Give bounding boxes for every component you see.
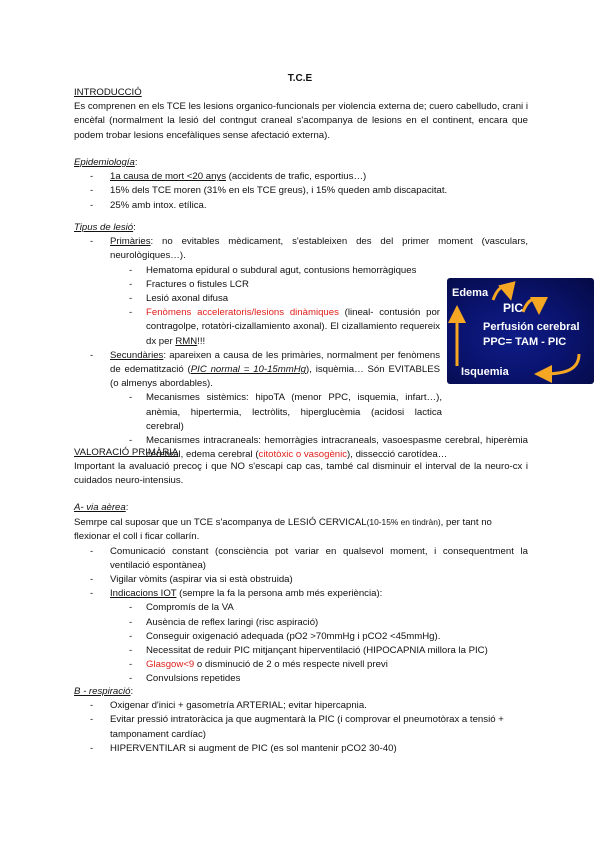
list-item: - Glasgow<9 o disminució de 2 o més respecte nivell previ [74, 658, 528, 672]
breathing-section: B - respiració: - Oxigenar d'inici + gasometría ARTERIAL; evitar hipercapnia. - Evitar pressió intratoràcica ja que augmentarà la PIC (i comprovar el pneumotòrax a tensió + tamponament cardíac) - HIPERVENTILAR si augment de PIC (es sol mantenir pCO2 30-40) [74, 685, 528, 756]
list-item: - Convulsions repetides [74, 672, 528, 686]
list-item: - Oxigenar d'inici + gasometría ARTERIAL; evitar hipercapnia. [74, 699, 528, 713]
curve-arrow [493, 287, 509, 300]
lesion-types-section: Tipus de lesió: - Primàries: no evitables mèdicament, s'estableixen des del primer moment (vasculars, neurològiques…). - Hematoma epidural o subdural agut, contusions hemorràgiques - Fractures o fistules LCR - Lesió axonal difusa - Fenòmens acceleratoris/lesions dinàmiques (lineal- contusión por contragolpe, rotatòri-cizallamiento axonal). El cizallamiento requereix dx per RMN!!! - Secundàries: apareixen a causa de les primàries, normalment per fenòmens de edematització (PIC normal = 10-15mmHg), isquèmia… Són EVITABLES (o almenys abordables). - Mecanismes sistèmics: hipoTA (menor PPC, isquemia, infart…), anèmia, hipertermia, lectròlits, hiperglucèmia (acidosi lactica cerebral) - Mecanismes intracraneals: hemorràgies intracraneals, vasoespasme cerebral, hiperèmia cerebral, edema cerebral (citotòxic o vasogènic), dissecció carotídea… [74, 221, 528, 462]
list-item: - Comunicació constant (consciència pot variar en qualsevol moment, i consequentment la ventilació espontànea) [74, 545, 528, 573]
primary-assessment-heading: VALORACIÓ PRIMÀRIA [74, 447, 179, 458]
curve-arrow [523, 299, 539, 312]
lesion-types-heading: Tipus de lesió [74, 222, 134, 233]
airway-section: A- via aèrea: Semrpe cal suposar que un TCE s'acompanya de LESIÓ CERVICAL(10-15% en tindràn), per tant no flexionar el coll i ficar collarín. - Comunicació constant (consciència pot variar en qualsevol moment, i consequentment la ventilació espontànea) - Vigilar vòmits (aspirar via si està obstruida) - Indicacions IOT (sempre la fa la persona amb més experiència): - Compromís de la VA - Ausència de reflex laringi (risc aspiració) - Conseguir oxigenació adequada (pO2 >70mmHg i pCO2 <45mmHg). - Necessitat de reduir PIC mitjançant hiperventilació (HIPOCAPNIA millora la PIC) - Glasgow<9 o disminució de 2 o més respecte nivell previ - Convulsions repetides [74, 501, 528, 687]
list-item: - Mecanismes intracraneals: hemorràgies intracraneals, vasoespasme cerebral, hiperèmia cerebral, edema cerebral (citotòxic o vasogènic), dissecció carotídea… [74, 434, 528, 462]
list-item: - Conseguir oxigenació adequada (pO2 >70mmHg i pCO2 <45mmHg). [74, 630, 528, 644]
figure-label-perfusion: Perfusión cerebral [483, 321, 580, 333]
list-item: - Ausència de reflex laringi (risc aspiració) [74, 616, 528, 630]
intro-section [74, 86, 528, 143]
epidemiology-heading: Epidemiología [74, 157, 135, 168]
epidemiology-section: Epidemiología: - 1a causa de mort <20 anys (accidents de trafic, esportius…) - 15% dels TCE moren (31% en els TCE greus), i 15% queden amb discapacitat. - 25% amb intox. etílica. [74, 156, 528, 213]
list-item: - Compromís de la VA [74, 601, 528, 615]
list-item: - 15% dels TCE moren (31% en els TCE greus), i 15% queden amb discapacitat. [74, 184, 528, 198]
list-item: - Lesió axonal difusa [74, 292, 528, 306]
pic-cycle-figure [447, 278, 594, 384]
figure-label-pic: PIC [503, 301, 524, 315]
iot-item: - Indicacions IOT (sempre la fa la persona amb més experiència): [74, 587, 528, 601]
secondaries-item: - Secundàries: apareixen a causa de les primàries, normalment per fenòmens de edematització (PIC normal = 10-15mmHg), isquèmia… Són EVITABLES (o almenys abordables). [74, 349, 440, 392]
airway-text: Semrpe cal suposar que un TCE s'acompanya de LESIÓ CERVICAL(10-15% en tindràn), per tant no flexionar el coll i ficar collarín. [74, 517, 492, 543]
list-item: - Fenòmens acceleratoris/lesions dinàmiques (lineal- contusión por contragolpe, rotatòri-cizallamiento axonal). El cizallamiento requereix dx per RMN!!! [74, 306, 440, 349]
primaries-item: - Primàries: no evitables mèdicament, s'estableixen des del primer moment (vasculars, neurològiques…). [74, 235, 528, 263]
list-item: - Fractures o fistules LCR [74, 278, 528, 292]
figure-label-isquemia: Isquemia [461, 366, 509, 378]
intro-heading: INTRODUCCIÓ [74, 87, 142, 98]
intro-text: Es comprenen en els TCE les lesions organico-funcionals per violencia externa de; cuero cabelludo, crani i encèfal (normalment la lesió del contngut craneal s'acompanya de lesions en el continent, encara que podem trobar lesions encefàliques sense afectació externa). [74, 101, 528, 141]
list-item: - Mecanismes sistèmics: hipoTA (menor PPC, isquemia, infart…), anèmia, hipertermia, lectròlits, hiperglucèmia (acidosi lactica cerebral) [74, 391, 442, 434]
list-item: - Hematoma epidural o subdural agut, contusions hemorràgiques [74, 264, 528, 278]
list-item: - 25% amb intox. etílica. [74, 199, 528, 213]
breathing-heading: B - respiració [74, 686, 131, 697]
primary-assessment-text: Important la avaluació precoç i que NO s'escapi cap cas, també cal disminuir el interval de la neuro-cx i cuidados neuro-intensius. [74, 461, 528, 487]
page-title: T.C.E [287, 73, 313, 84]
list-item: - 1a causa de mort <20 anys (accidents de trafic, esportius…) [74, 170, 528, 184]
curve-arrow [543, 354, 579, 374]
list-item: - Vigilar vòmits (aspirar via si està obstruida) [74, 573, 528, 587]
figure-label-ppc: PPC= TAM - PIC [483, 336, 567, 348]
list-item: - HIPERVENTILAR si augment de PIC (es sol mantenir pCO2 30-40) [74, 742, 528, 756]
figure-label-edema: Edema [452, 287, 489, 299]
list-item: - Necessitat de reduir PIC mitjançant hiperventilació (HIPOCAPNIA millora la PIC) [74, 644, 528, 658]
airway-heading: A- via aèrea [74, 502, 126, 513]
primary-assessment-section [74, 446, 528, 489]
list-item: - Evitar pressió intratoràcica ja que augmentarà la PIC (i comprovar el pneumotòrax a tensió + tamponament cardíac) [74, 713, 528, 741]
